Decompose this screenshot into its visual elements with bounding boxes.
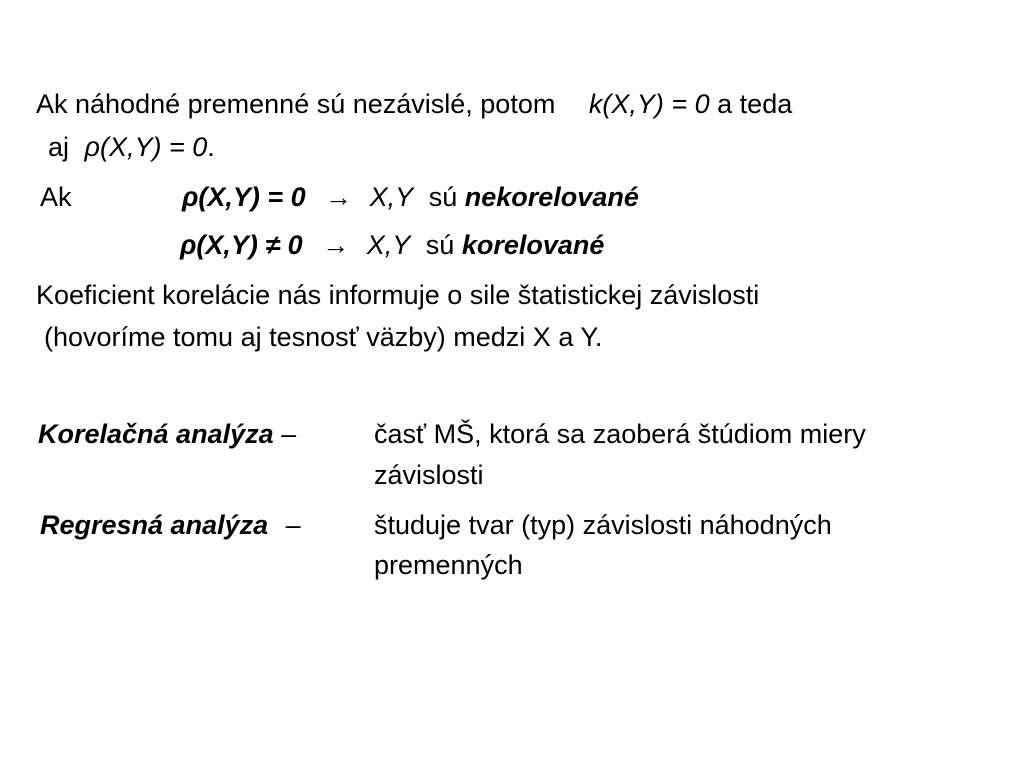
coefficient-line-2: (hovoríme tomu aj tesnosť väzby) medzi X a Y. xyxy=(44,322,603,352)
rule1-vars: X,Y xyxy=(369,182,414,212)
rule1-condition: ρ(X,Y) = 0 xyxy=(182,182,306,212)
rule1-verb: sú xyxy=(428,182,458,212)
rule-correlated xyxy=(180,232,604,259)
intro-aj: aj xyxy=(48,132,70,162)
coefficient-line-1: Koeficient korelácie nás informuje o sile štatistickej závislosti xyxy=(36,280,760,310)
intro-line-2 xyxy=(48,134,215,161)
definition-correlation-desc-2: závislosti xyxy=(374,460,484,490)
covariance-formula: k(X,Y) = 0 xyxy=(588,89,710,119)
definition-correlation-desc-1: časť MŠ, ktorá sa zaoberá štúdiom miery xyxy=(374,419,866,449)
term-regression-analysis: Regresná analýza xyxy=(40,510,269,540)
definition-correlation-term xyxy=(38,421,296,448)
def1-dash: – xyxy=(281,419,297,449)
definition-regression-desc-2: premenných xyxy=(374,550,523,580)
intro-text: Ak náhodné premenné sú nezávislé, potom xyxy=(36,89,556,119)
rule2-arrow: → xyxy=(322,230,350,260)
intro-line-1 xyxy=(36,91,792,118)
correlation-formula: ρ(X,Y) = 0 xyxy=(84,132,208,162)
rule2-verb: sú xyxy=(425,230,455,260)
term-correlation-analysis: Korelačná analýza xyxy=(38,419,274,449)
rule1-result: nekorelované xyxy=(464,182,639,212)
rule2-vars: X,Y xyxy=(366,230,411,260)
rule2-result: korelované xyxy=(461,230,605,260)
rule-uncorrelated-body xyxy=(182,184,639,211)
rule-prefix: Ak xyxy=(40,182,72,212)
intro-tail: a teda xyxy=(717,89,793,119)
definition-regression-desc-1: študuje tvar (typ) závislosti náhodných xyxy=(374,510,832,540)
rule2-condition: ρ(X,Y) ≠ 0 xyxy=(180,230,303,260)
definition-regression-term xyxy=(40,512,301,539)
rule1-arrow: → xyxy=(325,182,353,212)
def2-dash: – xyxy=(285,510,301,540)
intro-period: . xyxy=(207,132,215,162)
rule-uncorrelated xyxy=(40,184,72,211)
